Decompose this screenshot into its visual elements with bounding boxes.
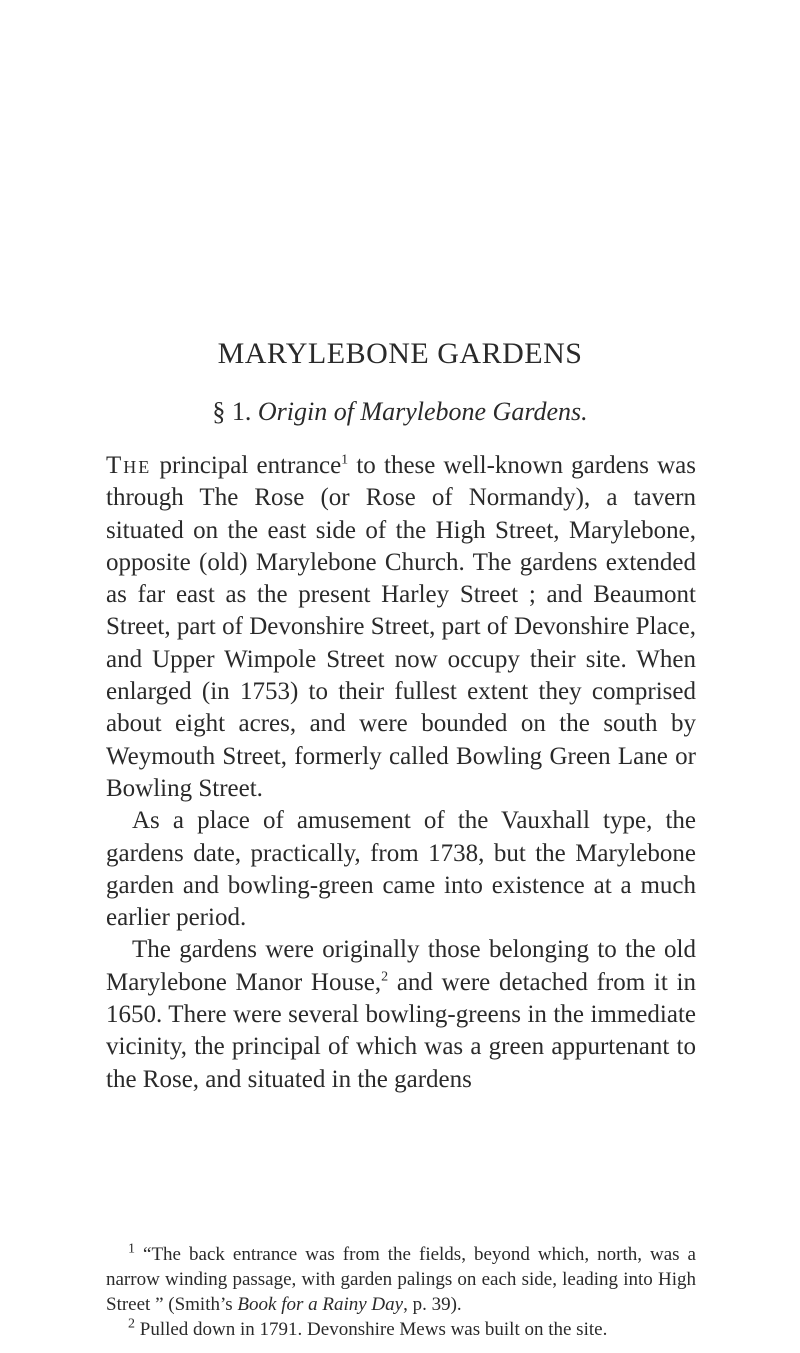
- footnote-2: [106, 1317, 696, 1342]
- footnote-ref-1: 1: [341, 452, 349, 468]
- footnote-1-text-a: “The back entrance was from the fields, beyond which, north, was a narrow winding passage, with garden palings on each side, leading into High Street ” (Smith’s: [106, 1244, 696, 1315]
- paragraph-3-text-a: The gardens were originally those belonging to the old Marylebone Manor House,: [106, 936, 696, 996]
- paragraph-3-text-b: and were detached from it in 1650. There were several bowling-greens in the immediate vicinity, the principal of which was a green appurtenant to the Rose, and situated in the gardens: [106, 968, 696, 1093]
- paragraph-1-text-b: to these well-known gardens was through The Rose (or Rose of Normandy), a tavern situated on the east side of the High Street, Marylebone, opposite (old) Marylebone Church. The gardens extended as far east as the present Harley Street ; and Beaumont Street, part of Devonshire Street, part of Devonshire Place, and Upper Wimpole Street now occupy their site. When enlarged (in 1753) to their fullest extent they comprised about eight acres, and were bounded on the south by Weymouth Street, formerly called Bowling Green Lane or Bowling Street.: [106, 452, 696, 802]
- section-heading: [0, 396, 800, 428]
- page-title: MARYLEBONE GARDENS: [217, 337, 583, 370]
- section-mark: § 1.: [212, 397, 252, 426]
- section-heading-text: Origin of Marylebone Gardens.: [257, 397, 588, 426]
- footnote-2-mark: 2: [128, 1316, 135, 1332]
- body-text: [106, 450, 696, 1096]
- footnote-1-book-title: Book for a Rainy Day: [237, 1294, 404, 1315]
- paragraph-1-text-a: principal entrance: [151, 452, 342, 479]
- paragraph-1: [106, 450, 696, 805]
- footnote-1: [106, 1242, 696, 1317]
- footnote-ref-2: 2: [381, 969, 389, 985]
- footnote-2-text: Pulled down in 1791. Devonshire Mews was built on the site.: [135, 1319, 608, 1340]
- paragraph-3: [106, 934, 696, 1095]
- footnotes: [106, 1242, 696, 1342]
- footnote-1-text-b: , p. 39).: [403, 1294, 462, 1315]
- paragraph-lead-word: The: [106, 452, 152, 479]
- footnote-1-mark: 1: [128, 1241, 135, 1257]
- paragraph-2: As a place of amusement of the Vauxhall type, the gardens date, practically, from 1738, but the Marylebone garden and bowling-green came into existence at a much earlier period.: [106, 807, 696, 932]
